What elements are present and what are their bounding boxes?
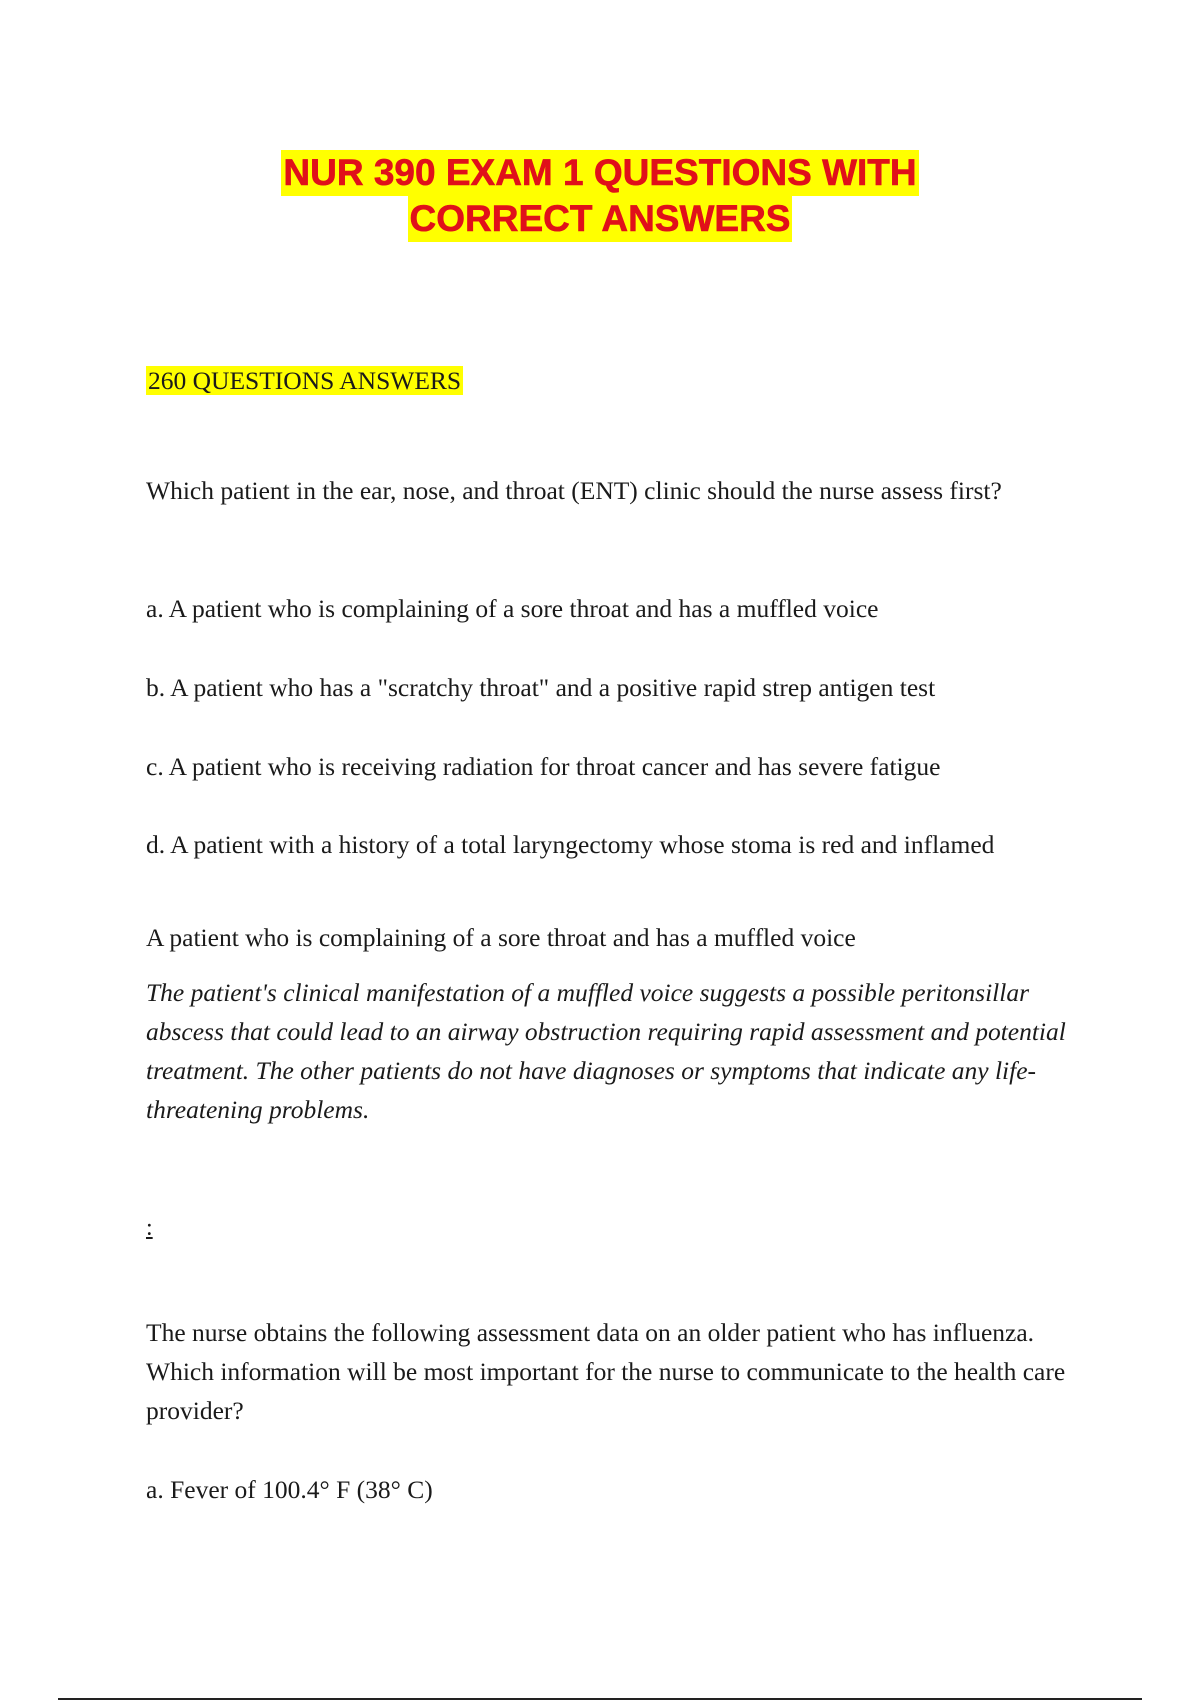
question-1-option-b: b. A patient who has a "scratchy throat" and a positive rapid strep antigen test — [146, 673, 936, 702]
question-1-answer: A patient who is complaining of a sore throat and has a muffled voice — [146, 923, 856, 952]
document-title — [0, 150, 1200, 242]
question-1-option-a: a. A patient who is complaining of a sore throat and has a muffled voice — [146, 594, 879, 623]
question-1-option-c: c. A patient who is receiving radiation for throat cancer and has severe fatigue — [146, 752, 941, 781]
title-line-2: CORRECT ANSWERS — [408, 196, 793, 242]
title-line-1: NUR 390 EXAM 1 QUESTIONS WITH — [281, 150, 918, 196]
question-2-stem: The nurse obtains the following assessment data on an older patient who has influenza. Which information will be most important for the nurse to communicate to the health care provider? — [146, 1318, 1066, 1425]
question-1-stem: Which patient in the ear, nose, and throat (ENT) clinic should the nurse assess first? — [146, 476, 1002, 505]
subtitle-text: 260 QUESTIONS ANSWERS — [148, 366, 462, 395]
question-1-option-d: d. A patient with a history of a total laryngectomy whose stoma is red and inflamed — [146, 830, 995, 859]
subtitle — [146, 361, 1076, 400]
separator-text: : — [146, 1215, 153, 1241]
question-1-rationale: The patient's clinical manifestation of a muffled voice suggests a possible peritonsillar abscess that could lead to an airway obstruction requiring rapid assessment and potential treatment. The other patients do not have diagnoses or symptoms that indicate any life-threatening problems. — [146, 978, 1066, 1124]
separator-mark — [146, 1213, 153, 1243]
question-2-option-a: a. Fever of 100.4° F (38° C) — [146, 1475, 433, 1504]
